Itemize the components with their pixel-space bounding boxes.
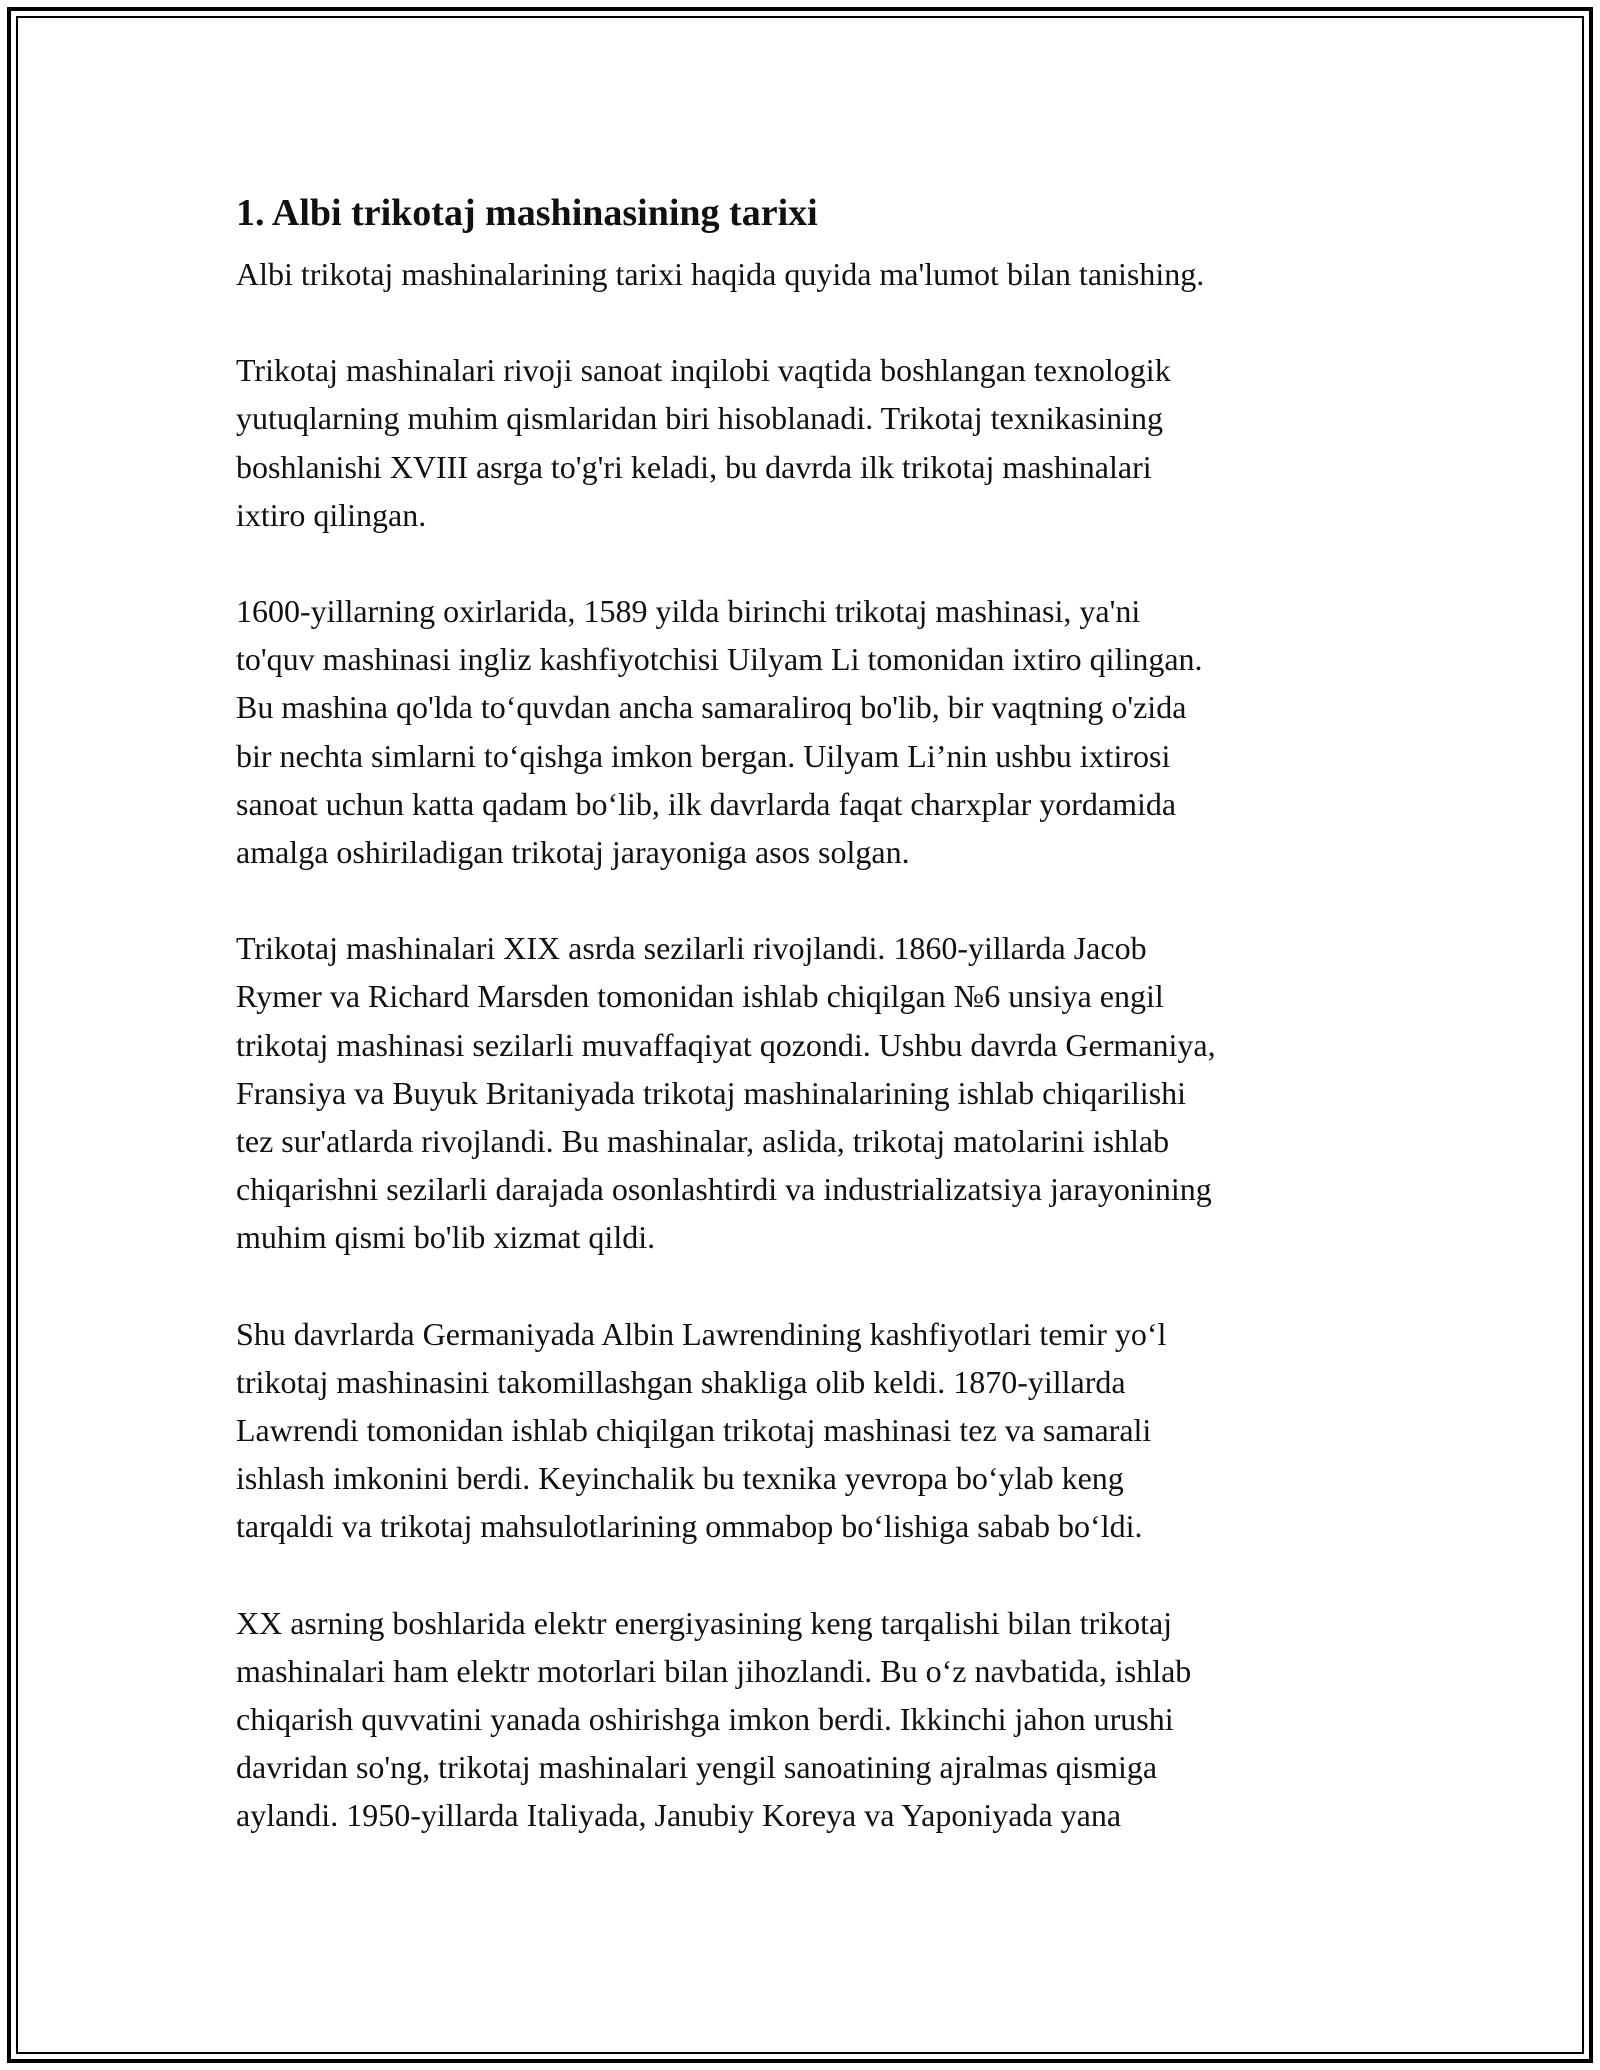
paragraph-line: Trikotaj mashinalari rivoji sanoat inqilobi vaqtida boshlangan texnologik (236, 352, 1171, 389)
paragraph-line: aylandi. 1950-yillarda Italiyada, Janubiy Koreya va Yaponiyada yana (236, 1797, 1122, 1834)
paragraph-line: trikotaj mashinasini takomillashgan shakliga olib keldi. 1870-yillarda (236, 1363, 1126, 1400)
paragraph-line: trikotaj mashinasi sezilarli muvaffaqiyat qozondi. Ushbu davrda Germaniya, (236, 1026, 1216, 1063)
document-title: 1. Albi trikotaj mashinasining tarixi (236, 192, 818, 234)
paragraph-line: to'quv mashinasi ingliz kashfiyotchisi Uilyam Li tomonidan ixtiro qilingan. (236, 641, 1203, 678)
paragraph-line: ishlash imkonini berdi. Keyinchalik bu texnika yevropa bo‘ylab keng (236, 1460, 1124, 1497)
body-paragraph (236, 346, 1376, 539)
paragraph-line: Fransiya va Buyuk Britaniyada trikotaj mashinalarining ishlab chiqarilishi (236, 1074, 1187, 1111)
paragraph-line: Lawrendi tomonidan ishlab chiqilgan trikotaj mashinasi tez va samarali (236, 1412, 1152, 1449)
paragraph-line: tarqaldi va trikotaj mahsulotlarining ommabop bo‘lishiga sabab bo‘ldi. (236, 1508, 1143, 1545)
paragraph-line: Trikotaj mashinalari XIX asrda sezilarli rivojlandi. 1860-yillarda Jacob (236, 930, 1147, 967)
paragraph-line: chiqarish quvvatini yanada oshirishga imkon berdi. Ikkinchi jahon urushi (236, 1701, 1174, 1738)
paragraph-line: Rymer va Richard Marsden tomonidan ishlab chiqilgan №6 unsiya engil (236, 978, 1164, 1015)
paragraph-line: sanoat uchun katta qadam bo‘lib, ilk davrlarda faqat charxplar yordamida (236, 785, 1177, 822)
paragraph-line: boshlanishi XVIII asrga to'g'ri keladi, bu davrda ilk trikotaj mashinalari (236, 448, 1152, 485)
paragraph-line: ixtiro qilingan. (236, 496, 427, 533)
body-paragraph (236, 1310, 1376, 1551)
paragraph-line: bir nechta simlarni to‘qishga imkon bergan. Uilyam Li’nin ushbu ixtirosi (236, 737, 1171, 774)
paragraph-line: 1600-yillarning oxirlarida, 1589 yilda birinchi trikotaj mashinasi, ya'ni (236, 593, 1141, 630)
paragraph-list (236, 346, 1376, 1839)
paragraph-line: muhim qismi bo'lib xizmat qildi. (236, 1219, 656, 1256)
paragraph-line: Bu mashina qo'lda to‘quvdan ancha samaraliroq bo'lib, bir vaqtning o'zida (236, 689, 1187, 726)
paragraph-line: Shu davrlarda Germaniyada Albin Lawrendining kashfiyotlari temir yo‘l (236, 1315, 1167, 1352)
document-body (236, 186, 1376, 1840)
paragraph-line: davridan so'ng, trikotaj mashinalari yengil sanoatining ajralmas qismiga (236, 1749, 1158, 1786)
paragraph-line: XX asrning boshlarida elektr energiyasining keng tarqalishi bilan trikotaj (236, 1604, 1173, 1641)
body-paragraph (236, 924, 1376, 1261)
paragraph-line: amalga oshiriladigan trikotaj jarayoniga asos solgan. (236, 834, 910, 871)
paragraph-line: yutuqlarning muhim qismlaridan biri hisoblanadi. Trikotaj texnikasining (236, 400, 1164, 437)
paragraph-line: mashinalari ham elektr motorlari bilan jihozlandi. Bu o‘z navbatida, ishlab (236, 1652, 1192, 1689)
paragraph-line: chiqarishni sezilarli darajada osonlashtirdi va industrializatsiya jarayonining (236, 1171, 1212, 1208)
intro-paragraph: Albi trikotaj mashinalarining tarixi haqida quyida ma'lumot bilan tanishing. (236, 256, 1205, 292)
paragraph-line: tez sur'atlarda rivojlandi. Bu mashinalar, aslida, trikotaj matolarini ishlab (236, 1123, 1170, 1160)
body-paragraph (236, 587, 1376, 876)
body-paragraph (236, 1599, 1376, 1840)
